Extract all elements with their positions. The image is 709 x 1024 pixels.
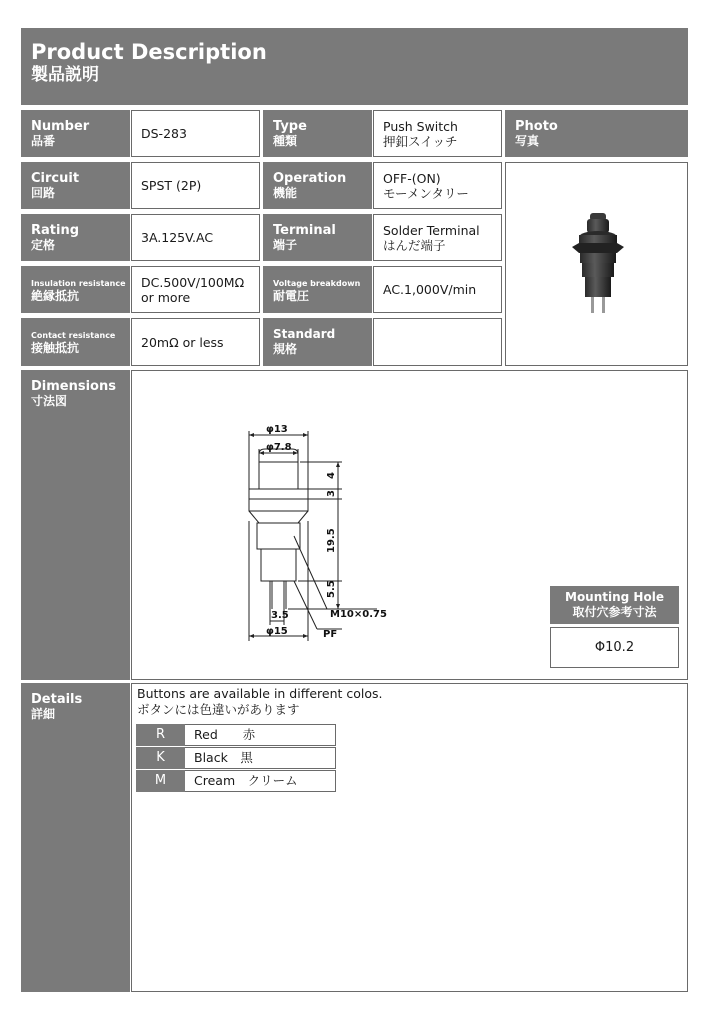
- insulation-label: Insulation resistance 絶縁抵抗: [21, 266, 130, 313]
- color-row-black: [136, 747, 336, 769]
- terminal-label: Terminal 端子: [263, 214, 372, 261]
- rating-label: Rating 定格: [21, 214, 130, 261]
- dim-terminal-pitch: 3.5: [271, 610, 289, 621]
- standard-label: Standard 規格: [263, 318, 372, 366]
- color-name: Cream クリーム: [185, 770, 336, 792]
- type-label: Type 種類: [263, 110, 372, 157]
- dim-outer-diameter: φ13: [266, 424, 288, 435]
- color-name: Black 黒: [185, 747, 336, 769]
- insulation-value: DC.500V/100MΩ or more: [131, 266, 260, 313]
- type-value: Push Switch 押釦スイッチ: [373, 110, 502, 157]
- mounting-hole-value: Φ10.2: [550, 627, 679, 668]
- dim-cap-height: 4: [326, 472, 337, 479]
- page-title-jp: 製品説明: [31, 65, 99, 85]
- operation-label: Operation 機能: [263, 162, 372, 209]
- standard-value: [373, 318, 502, 366]
- color-row-red: [136, 724, 336, 746]
- circuit-label: Circuit 回路: [21, 162, 130, 209]
- color-name: Red 赤: [185, 724, 336, 746]
- number-label: Number 品番: [21, 110, 130, 157]
- color-code: K: [136, 747, 185, 769]
- voltage-value: AC.1,000V/min: [373, 266, 502, 313]
- number-value: DS-283: [131, 110, 260, 157]
- voltage-label: Voltage breakdown 耐電圧: [263, 266, 372, 313]
- contact-label: Contact resistance 接触抵抗: [21, 318, 130, 366]
- page-header: [21, 28, 688, 105]
- operation-value: OFF-(ON) モーメンタリー: [373, 162, 502, 209]
- dim-terminal-height: 5.5: [326, 580, 337, 598]
- dim-body-height: 19.5: [326, 528, 337, 553]
- color-code: R: [136, 724, 185, 746]
- dim-cap-diameter: φ7.8: [266, 442, 292, 453]
- dim-pf: PF: [323, 629, 338, 640]
- dim-collar-height: 3: [326, 490, 337, 497]
- photo-label: Photo 写真: [505, 110, 688, 157]
- contact-value: 20mΩ or less: [131, 318, 260, 366]
- push-switch-photo: [506, 163, 689, 367]
- circuit-value: SPST (2P): [131, 162, 260, 209]
- details-text: Buttons are available in different colos. ボタンには色違いがあります: [137, 686, 383, 717]
- details-label: Details 詳細: [21, 683, 130, 992]
- page-title: Product Description: [31, 40, 267, 64]
- mounting-hole-title: Mounting Hole 取付穴参考寸法: [550, 586, 679, 624]
- dim-thread: M10×0.75: [330, 609, 387, 620]
- dimensions-label: Dimensions 寸法図: [21, 370, 130, 680]
- dim-base-diameter: φ15: [266, 626, 288, 637]
- color-code: M: [136, 770, 185, 792]
- color-table: [136, 724, 336, 793]
- color-row-cream: [136, 770, 336, 792]
- product-photo: [505, 162, 688, 366]
- rating-value: 3A.125V.AC: [131, 214, 260, 261]
- terminal-value: Solder Terminal はんだ端子: [373, 214, 502, 261]
